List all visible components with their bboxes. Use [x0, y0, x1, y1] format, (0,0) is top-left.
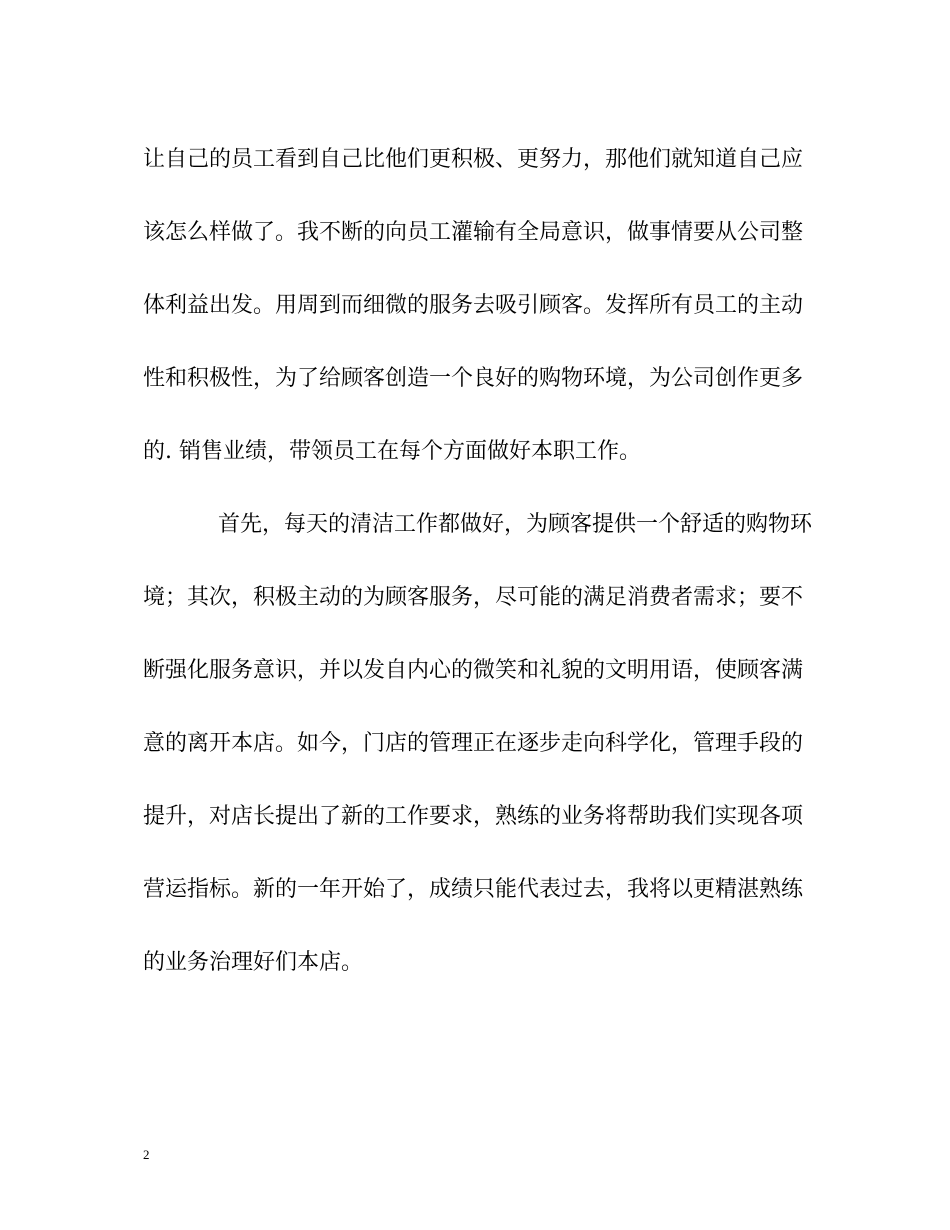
text-line-11: 营运指标。新的一年开始了，成绩只能代表过去，我将以更精湛熟练	[143, 877, 804, 902]
text-line-12: 的业务治理好们本店。	[143, 950, 364, 975]
text-line-9: 意的离开本店。如今，门店的管理正在逐步走向科学化，管理手段的	[143, 731, 804, 756]
text-line-4: 性和积极性，为了给顾客创造一个良好的购物环境，为公司创作更多	[143, 366, 804, 391]
text-line-1: 让自己的员工看到自己比他们更积极、更努力，那他们就知道自己应	[143, 147, 804, 172]
page-number: 2	[143, 1147, 150, 1162]
body-text	[143, 140, 813, 1016]
text-line-3: 体利益出发。用周到而细微的服务去吸引顾客。发挥所有员工的主动	[143, 293, 804, 318]
text-line-10: 提升，对店长提出了新的工作要求，熟练的业务将帮助我们实现各项	[143, 804, 804, 829]
text-line-7: 境；其次，积极主动的为顾客服务，尽可能的满足消费者需求；要不	[143, 585, 804, 610]
text-line-8: 断强化服务意识，并以发自内心的微笑和礼貌的文明用语，使顾客满	[143, 658, 804, 683]
text-line-6-paragraph-start: 首先，每天的清洁工作都做好，为顾客提供一个舒适的购物环	[218, 512, 813, 537]
text-line-2: 该怎么样做了。我不断的向员工灌输有全局意识，做事情要从公司整	[143, 220, 804, 245]
text-line-5: 的. 销售业绩，带领员工在每个方面做好本职工作。	[143, 439, 641, 464]
